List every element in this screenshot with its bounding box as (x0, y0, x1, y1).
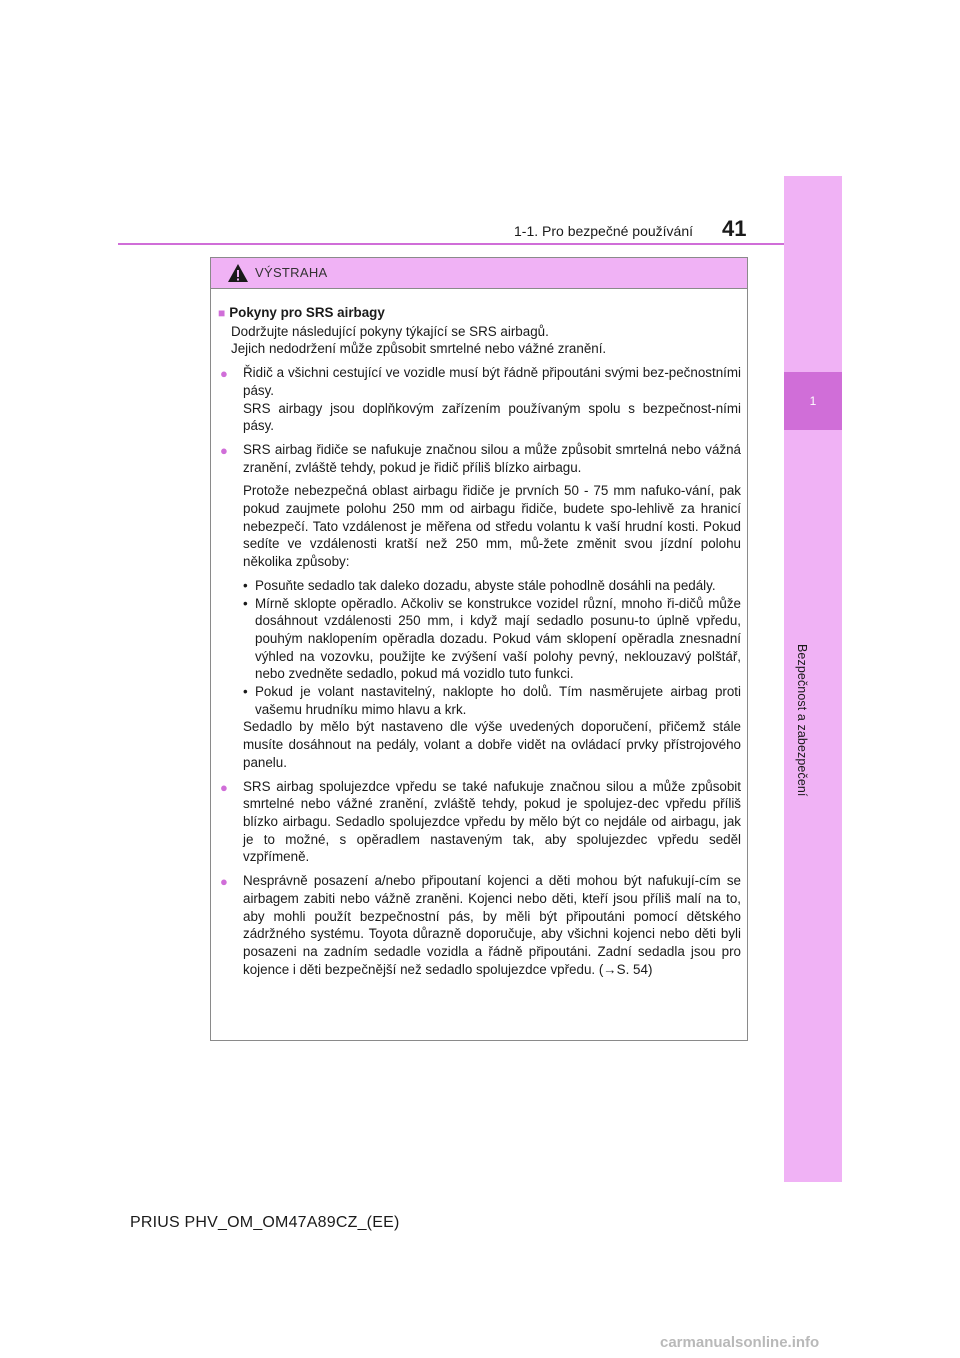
sub-list (243, 577, 741, 719)
intro-line: Jejich nedodržení může způsobit smrtelné nebo vážné zranění. (231, 341, 607, 357)
warning-body (211, 289, 747, 978)
section-title: ■ Pokyny pro SRS airbagy (218, 305, 385, 320)
header-divider (118, 243, 784, 245)
circle-bullet-icon: ● (220, 779, 228, 795)
sub-list-item: • Mírně sklopte opěradlo. Ačkoliv se konstrukce vozidel různí, mnoho ři-dičů může dosáhnout vzdálenosti 250 mm, i když mají sedadlo posunu-to úplně vpředu, pouhým naklopením opěradla dozadu. Pokud vám sklopení opěradla znesnadní výhled na vozovku, použijte ke zvýšení vaší polohy pevný, neklouzavý polštář, nebo zvedněte sedadlo, pokud má vozidlo tuto funkci. (243, 595, 741, 682)
paragraph: Protože nebezpečná oblast airbagu řidiče je prvních 50 - 75 mm nafuko-vání, pak pokud zaujmete polohu 250 mm od airbagu řidiče, budete spo-lehlivě za hranicí nebezpečí. Tato vzdálenost je měřena od středu volantu k vaší hrudní kosti. Pokud sedíte ve vzdálenosti kratší než 250 mm, mů-žete změnit svou jízdní polohu několika způsoby: (243, 483, 741, 570)
warning-box (210, 257, 748, 1041)
bullet-item: ● SRS airbag spolujezdce vpředu se také nafukuje značnou silou a může způsobit smrtelné nebo vážné zranění, zvláště tehdy, pokud je spolujez-dec vpředu příliš blízko airbagu. Sedadlo spolujezdce vpředu by mělo být co nejdále od airbagu, jak je to možné, s opěradlem nastaveným tak, aby spolujezdec vpředu seděl vzpřímeně. (220, 778, 741, 865)
document-code: PRIUS PHV_OM_OM47A89CZ_(EE) (130, 1214, 400, 1231)
bullet-item: ● Řidič a všichni cestující ve vozidle musí být řádně připoutáni svými bez-pečnostními pásy. SRS airbagy jsou doplňkovým zařízením používaným spolu s bezpečnost-ními pásy. (220, 365, 741, 434)
chapter-title: Bezpečnost a zabezpečení (795, 644, 809, 797)
bullet-item: ● Nesprávně posazení a/nebo připoutaní kojenci a děti mohou být nafukují-cím se airbagem zabiti nebo vážně zraněni. Kojenci nebo děti, kteří jsou příliš malí na to, aby mohli použít bezpečnostní pás, by měli být připoutáni pomocí dětského zádržného systému. Toyota důrazně doporučuje, aby všichni kojenci nebo děti byli posazeni na zadním sedadle vozidla a řádně připoutáni. Zadní sedadla jsou pro kojence i děti bezpečnější než sedadlo spolujezdce vpředu. (→S. 54) (220, 873, 741, 977)
small-bullet-icon: • (243, 684, 248, 700)
square-bullet-icon: ■ (218, 306, 226, 320)
chapter-sidebar (784, 176, 842, 1182)
sub-list-item: • Pokud je volant nastavitelný, naklopte ho dolů. Tím nasměrujete airbag proti vašemu hrudníku mimo hlavu a krk. (243, 684, 741, 717)
bullet-item: ● SRS airbag řidiče se nafukuje značnou silou a může způsobit smrtelná nebo vážná zranění, zvláště tehdy, pokud je řidič příliš blízko airbagu. (220, 441, 741, 475)
warning-header (211, 258, 747, 289)
chapter-number: 1 (809, 394, 817, 408)
watermark: carmanualsonline.info (660, 1334, 820, 1351)
warning-title: VÝSTRAHA (255, 265, 328, 280)
page-number: 41 (722, 216, 747, 241)
circle-bullet-icon: ● (220, 442, 228, 458)
small-bullet-icon: • (243, 595, 248, 611)
warning-triangle-icon (227, 263, 249, 283)
circle-bullet-icon: ● (220, 874, 228, 890)
paragraph: Sedadlo by mělo být nastaveno dle výše uvedených doporučení, přičemž stále musíte dosáhnout na pedály, volant a dobře vidět na ovládací prvky přístrojového panelu. (243, 719, 741, 770)
circle-bullet-icon: ● (220, 366, 228, 382)
header-section-title: 1-1. Pro bezpečné používání (514, 223, 694, 239)
sub-list-item: • Posuňte sedadlo tak daleko dozadu, abyste stále pohodlně dosáhli na pedály. (243, 577, 716, 593)
intro-line: Dodržujte následující pokyny týkající se SRS airbagů. (231, 323, 549, 339)
small-bullet-icon: • (243, 577, 248, 593)
